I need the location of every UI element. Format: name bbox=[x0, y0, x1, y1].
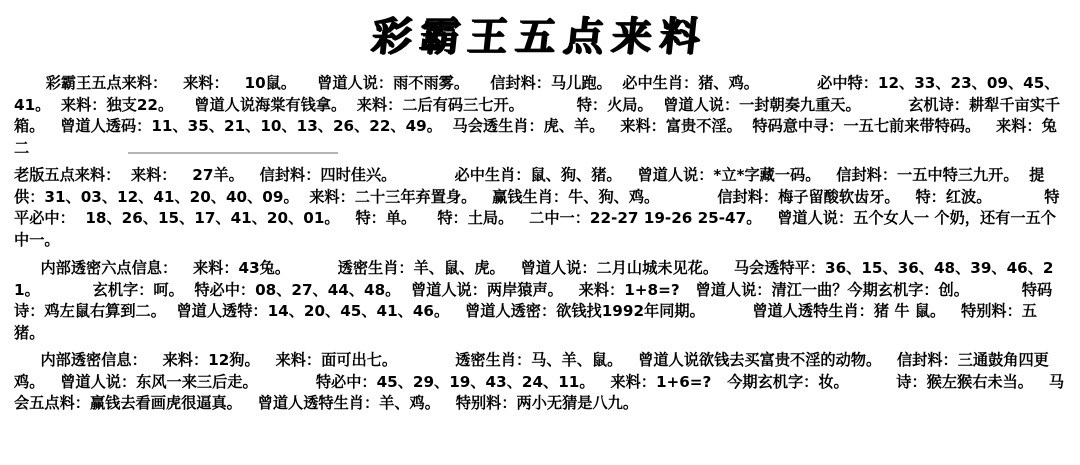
paragraph-caiba-wudian: 彩霸王五点来料： 来料： 10鼠。 曾道人说：雨不雨雾。 信封料：马儿跑。 必中生肖：猪、鸡。 必中特：12、33、23、09、45、41。 来料：独支22。 曾道人说海棠有钱拿。 来料：二后有码三七开。 特：火局。 曾道人说：一封朝奏九重天。 玄机诗：耕犁千亩实千箱。 曾道人透码：11、35、21、10、13、26、22、49。 马会透生肖：虎、羊。 来料：富贵不淫。 特码意中寻：一五七前来带特码。 来料：兔二 bbox=[14, 74, 1061, 157]
paragraph-laoban-wudian: 老版五点来料： 来料： 27羊。 信封料：四时佳兴。 必中生肖：鼠、狗、猪。 曾道人说：*立*字藏一码。 信封料：一五中特三九开。 提供：31、03、12、41、20、40、09。 来料：二十三年弃置身。 赢钱生肖：牛、狗、鸡。 信封料：梅子留酸软齿牙。 特：红波。 特平必中： 18、26、15、17、41、20、01。 特：单。 特：土局。 二中一：22-27 19-26 25-47。 曾道人说：五个女人一 个奶，还有一五个中一。 bbox=[14, 166, 1060, 249]
paragraph-neibu-liudian: 内部透密六点信息： 来料：43兔。 透密生肖：羊、鼠、虎。 曾道人说：二月山城未见花。 马会透特平：36、15、36、48、39、46、21。 玄机字：呵。 特必中：08、27、44、48。 曾道人说：两岸猿声。 来料：1+8=? 曾道人说：清江一曲？今期玄机字：创。 特码诗：鸡左鼠右算到二。 曾道人透特：14、20、45、41、46。 曾道人透密：欲钱找1992年同期。 曾道人透特生肖：猪 牛 鼠。 特别料：五猪。 bbox=[14, 259, 1054, 342]
page-title: 彩霸王五点来料 bbox=[369, 13, 711, 60]
paragraph-neibu-xinxi: 内部透密信息： 来料：12狗。 来料：面可出七。 透密生肖：马、羊、鼠。 曾道人说欲钱去买富贵不淫的动物。 信封料：三通鼓角四更鸡。 曾道人说：东风一来三后走。 特必中：45、29、19、43、24、11。 来料：1+6=? 今期玄机字：妆。 诗：猴左猴右未当。 马会五点料：赢钱去看画虎很逼真。 曾道人透特生肖：羊、鸡。 特别料：两小无猜是八九。 bbox=[14, 351, 1065, 412]
strikethrough-line bbox=[128, 152, 338, 154]
